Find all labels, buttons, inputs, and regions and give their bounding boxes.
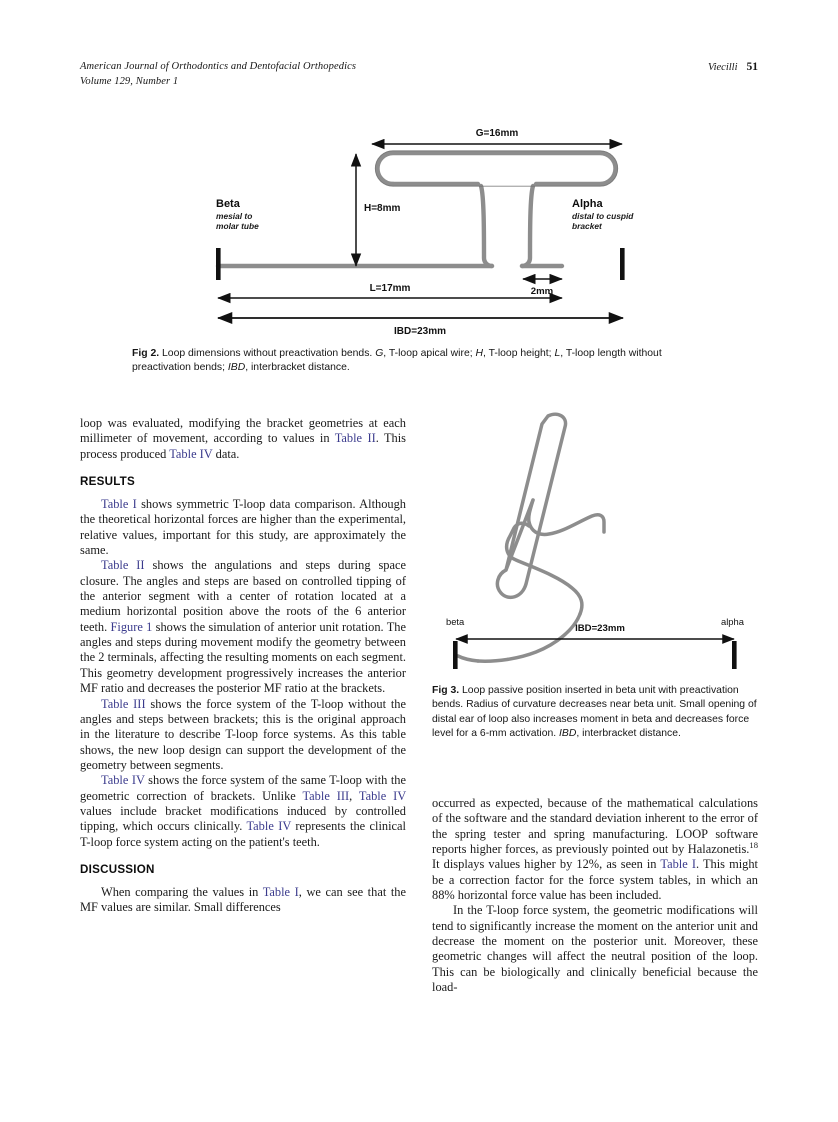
- figure-2-legend-symbol-g: G: [375, 348, 384, 359]
- para-run: When comparing the values in: [101, 884, 263, 899]
- journal-title: American Journal of Orthodontics and Dentofacial Orthopedics: [80, 61, 357, 72]
- figure-2-legend-symbol-l: L: [554, 348, 561, 359]
- figure-2-legend-text-l: , T-loop length without preactivation bends;: [132, 348, 662, 374]
- para-run: ,: [349, 788, 359, 803]
- dimension-l-label: L=17mm: [369, 283, 411, 294]
- figure-3-caption: [432, 684, 758, 741]
- t-loop-wire: [218, 153, 616, 266]
- para-run: shows symmetric T-loop data comparison. Although the theoretical horizontal forces are higher than the experimental, relative values, important for this study, are approximately the same.: [80, 497, 406, 558]
- paragraph-results-2: [80, 558, 406, 696]
- figure-3-caption-italic-ibd: IBD: [559, 727, 577, 739]
- para-run: . This process produced: [80, 431, 407, 461]
- right-text-column: [432, 796, 758, 995]
- beta-bracket-marker: [453, 641, 458, 669]
- para-run: shows the force system of the same T-loop with the geometric correction of brackets. Unlike: [80, 773, 406, 803]
- dimension-ibd-label: IBD=23mm: [394, 326, 446, 337]
- figure-2-diagram: [196, 122, 646, 338]
- section-heading-discussion: DISCUSSION: [80, 862, 155, 876]
- alpha-bracket-marker: [732, 641, 737, 669]
- page-number: 51: [746, 61, 758, 73]
- running-head-author: Viecilli: [707, 62, 738, 73]
- para-run: It displays values higher by 12%, as seen in: [432, 857, 661, 872]
- paragraph-results-4: [80, 773, 406, 850]
- running-head-author-block: [708, 60, 758, 76]
- para-run: values include bracket modifications induced by controlled tipping, which occurs clinically.: [80, 803, 406, 834]
- beta-label: beta: [446, 616, 465, 627]
- citation-reference-18[interactable]: 18: [749, 839, 758, 850]
- xref-table-iv[interactable]: Table IV: [169, 446, 213, 461]
- paragraph-continued: [80, 416, 406, 462]
- xref-table-iii[interactable]: Table III: [101, 696, 146, 711]
- figure-2-legend-symbol-h: H: [475, 348, 484, 359]
- alpha-sublabel-line1: distal to cuspid: [572, 211, 634, 221]
- figure-2-legend-text-h: , T-loop height;: [483, 348, 555, 359]
- para-run: , we can see that the MF values are similar. Small differences: [80, 884, 406, 915]
- xref-table-iv[interactable]: Table IV: [358, 788, 406, 803]
- paragraph-discussion-1: [80, 885, 406, 916]
- figure-3-caption-main: Loop passive position inserted in beta unit with preactivation bends. Radius of curvature decreases near beta unit. Small opening of distal ear of loop also increases moment in beta and decreases force level for a 6-mm activation.: [432, 685, 757, 739]
- para-run: loop was evaluated, modifying the bracket geometries at each millimeter of movement, according to values in: [80, 416, 406, 446]
- running-head-journal-block: [80, 60, 356, 89]
- xref-table-ii[interactable]: Table II: [334, 431, 376, 446]
- dimension-2mm-label: 2mm: [530, 286, 554, 297]
- beta-sublabel-line1: mesial to: [216, 211, 253, 221]
- left-text-column: [80, 416, 406, 916]
- running-head: [80, 60, 758, 94]
- beta-label: Beta: [216, 198, 240, 210]
- xref-table-ii[interactable]: Table II: [101, 558, 145, 573]
- figure-2-legend-text-g: , T-loop apical wire;: [383, 348, 476, 359]
- paragraph-discussion-2: [432, 903, 758, 995]
- figure-3-caption-tail: , interbracket distance.: [576, 727, 681, 739]
- para-run: . This might be a correction factor for the force system tables, in which an 88% horizontal force value has been included.: [432, 857, 758, 903]
- xref-table-i[interactable]: Table I: [660, 857, 696, 872]
- beta-sublabel-line2: molar tube: [216, 221, 259, 231]
- xref-table-i[interactable]: Table I: [262, 884, 299, 899]
- dimension-g-label: G=16mm: [475, 128, 519, 139]
- paragraph-results-3: [80, 697, 406, 774]
- dimension-h-label: H=8mm: [364, 203, 401, 214]
- para-run: data.: [212, 446, 240, 461]
- figure-2-caption: [132, 347, 706, 376]
- dimension-ibd-label: IBD=23mm: [575, 623, 625, 634]
- xref-figure-1[interactable]: Figure 1: [110, 619, 153, 634]
- figure-2-caption-main: Loop dimensions without preactivation bends.: [162, 348, 373, 359]
- alpha-sublabel-line2: bracket: [572, 221, 602, 231]
- section-heading-results: RESULTS: [80, 475, 135, 489]
- para-run: In the T-loop force system, the geometric modifications will tend to significantly increase the moment on the anterior unit and decrease the moment on the posterior unit. Moreover, these geometric changes will affect the neutral position of the loop. This can be biologically and clinically beneficial because the load-: [432, 903, 758, 995]
- figure-2-legend-symbol-ibd: IBD: [227, 362, 246, 374]
- figure-2-legend-text-ibd: , interbracket distance.: [245, 362, 350, 374]
- figure-3-label: Fig 3.: [432, 685, 460, 696]
- para-run: occurred as expected, because of the mathematical calculations of the software and the standard deviation inherent to the error of the spring tester and spring manufacturing. LOOP software reports higher forces, as previously pointed out by Halazonetis.: [432, 796, 758, 857]
- journal-volume-issue: Volume 129, Number 1: [80, 75, 179, 87]
- xref-table-i[interactable]: Table I: [101, 497, 137, 512]
- alpha-bracket-marker: [620, 248, 625, 280]
- paragraph-continued: [432, 796, 758, 903]
- xref-table-iv[interactable]: Table IV: [101, 773, 145, 788]
- t-loop-wire-edge: [375, 151, 617, 186]
- para-run: represents the clinical T-loop force system acting on the patient's teeth.: [80, 819, 406, 849]
- figure-2-label: Fig 2.: [132, 348, 160, 359]
- alpha-label: Alpha: [572, 198, 603, 210]
- xref-table-iv[interactable]: Table IV: [246, 819, 292, 834]
- para-run: shows the force system of the T-loop without the angles and steps between brackets; this is the original approach in the literature to describe T-loop force systems. As this table shows, the new loop design can support the development of the geometry between segments.: [80, 696, 406, 772]
- alpha-label: alpha: [721, 616, 744, 627]
- figure-3-diagram: [432, 404, 758, 672]
- para-run: shows the simulation of anterior unit rotation. The angles and steps during movement modify the geometry between the 2 terminals, affecting the resulting moments on each segment. This geometry development progressively increases the anterior MF ratio and decreases the posterior MF ratio at the brackets.: [80, 619, 406, 696]
- para-run: shows the angulations and steps during space closure. The angles and steps are based on controlled tipping of the anterior segment with a center of rotation located at a medium horizontal position above the roots of the 6 anterior teeth.: [80, 558, 406, 634]
- xref-table-iii[interactable]: Table III: [302, 788, 350, 803]
- paragraph-results-1: [80, 497, 406, 558]
- beta-bracket-marker: [216, 248, 221, 280]
